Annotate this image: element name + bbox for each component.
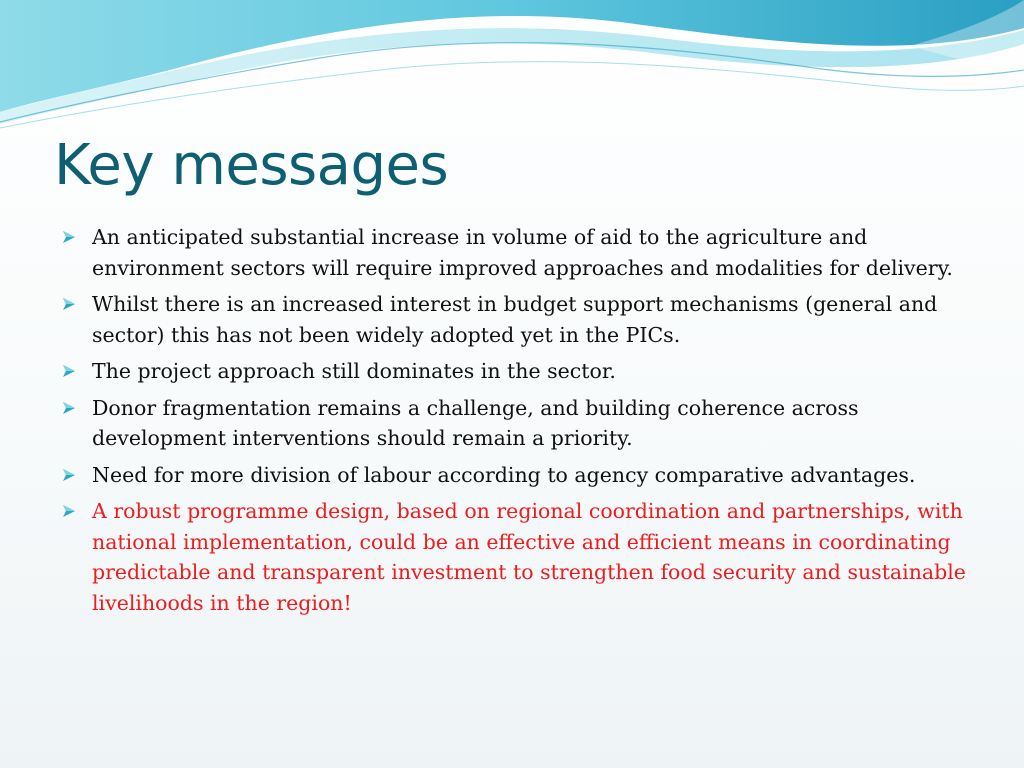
list-item	[62, 460, 977, 491]
arrowhead-bullet-icon	[62, 401, 76, 415]
bullet-text: Donor fragmentation remains a challenge, and building coherence across development interventions should remain a priority.	[92, 395, 859, 450]
list-item	[62, 393, 977, 454]
list-item	[62, 496, 977, 618]
list-item	[62, 222, 977, 283]
bullet-text: An anticipated substantial increase in volume of aid to the agriculture and environment sectors will require improved approaches and modalities for delivery.	[92, 225, 953, 280]
arrowhead-bullet-icon	[62, 364, 76, 378]
page-title: Key messages	[54, 133, 449, 198]
bullet-text: Whilst there is an increased interest in budget support mechanisms (general and sector) this has not been widely adopted yet in the PICs.	[92, 292, 938, 347]
bullet-list	[62, 222, 977, 624]
arrowhead-bullet-icon	[62, 468, 76, 482]
list-item	[62, 289, 977, 350]
bullet-text: A robust programme design, based on regional coordination and partnerships, with national implementation, could be an effective and efficient means in coordinating predictable and transparent investment to strengthen food security and sustainable livelihoods in the region!	[92, 499, 966, 615]
wave-header-icon	[0, 0, 1024, 130]
arrowhead-bullet-icon	[62, 297, 76, 311]
list-item	[62, 356, 977, 387]
bullet-text: The project approach still dominates in the sector.	[92, 359, 616, 383]
arrowhead-bullet-icon	[62, 230, 76, 244]
arrowhead-bullet-icon	[62, 504, 76, 518]
bullet-text: Need for more division of labour according to agency comparative advantages.	[92, 462, 916, 487]
